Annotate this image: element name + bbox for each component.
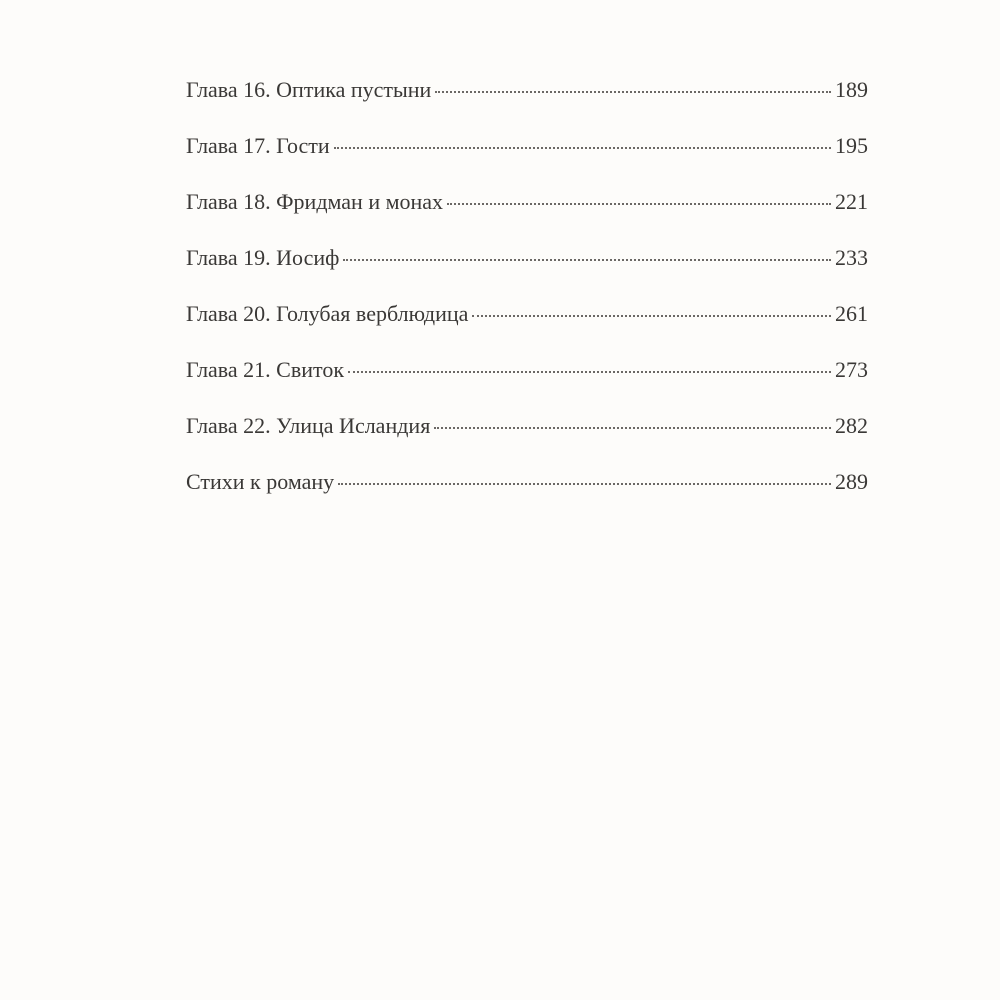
toc-entry-title: Стихи к роману <box>186 469 335 494</box>
toc-entry-chapter-22 <box>186 398 868 454</box>
toc-entry-page-number: 195 <box>835 133 868 158</box>
toc-entry-title: Глава 17. Гости <box>186 133 330 158</box>
table-of-contents <box>186 62 868 510</box>
toc-entry-chapter-17 <box>186 118 868 174</box>
dot-leader <box>472 315 831 317</box>
toc-entry-page-number: 282 <box>835 413 868 438</box>
toc-entry-title: Глава 19. Иосиф <box>186 245 340 270</box>
dot-leader <box>338 483 831 485</box>
toc-entry-chapter-18 <box>186 174 868 230</box>
toc-entry-title: Глава 18. Фридман и монах <box>186 189 444 214</box>
toc-entry-title: Глава 22. Улица Исландия <box>186 413 431 438</box>
toc-entry-page-number: 233 <box>835 245 868 270</box>
toc-entry-page-number: 189 <box>835 77 868 102</box>
toc-entry-page-number: 273 <box>835 357 868 382</box>
toc-entry-chapter-21 <box>186 342 868 398</box>
dot-leader <box>343 259 831 261</box>
toc-entry-chapter-19 <box>186 230 868 286</box>
toc-entry-title: Глава 21. Свиток <box>186 357 345 382</box>
dot-leader <box>348 371 831 373</box>
dot-leader <box>334 147 831 149</box>
dot-leader <box>434 427 831 429</box>
dot-leader <box>447 203 831 205</box>
toc-entry-page-number: 221 <box>835 189 868 214</box>
toc-entry-poems <box>186 454 868 510</box>
toc-entry-chapter-20 <box>186 286 868 342</box>
toc-entry-title: Глава 20. Голубая верблюдица <box>186 301 469 326</box>
toc-entry-page-number: 261 <box>835 301 868 326</box>
toc-entry-chapter-16 <box>186 62 868 118</box>
toc-entry-title: Глава 16. Оптика пустыни <box>186 77 432 102</box>
dot-leader <box>435 91 831 93</box>
toc-entry-page-number: 289 <box>835 469 868 494</box>
